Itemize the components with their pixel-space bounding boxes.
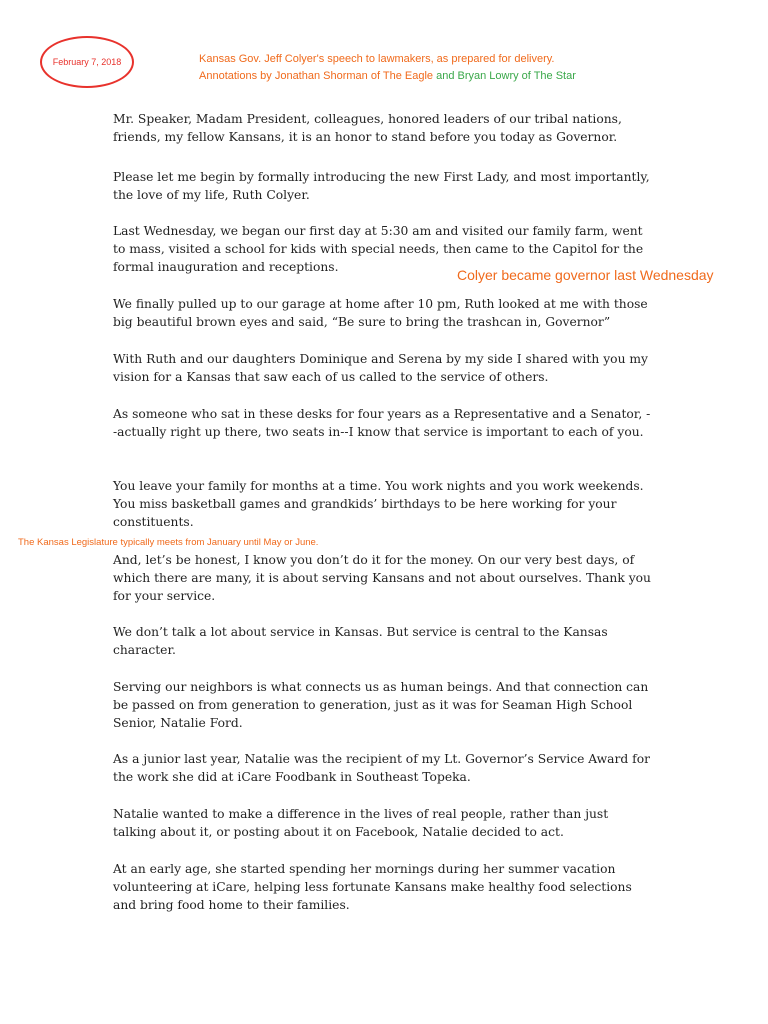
speech-paragraph: At an early age, she started spending her mornings during her summer vacation volunteering at iCare, helping less fortunate Kansans make healthy food selections and bring food home to their families. [113, 862, 632, 912]
annotation-governor-date: Colyer became governor last Wednesday [457, 267, 714, 283]
speech-paragraph: Last Wednesday, we began our first day at 5:30 am and visited our family farm, went to mass, visited a school for kids with special needs, then came to the Capitol for the formal inauguration and receptions. [113, 224, 644, 274]
credit-star: and Bryan Lowry of The Star [436, 70, 576, 82]
speech-paragraph: We finally pulled up to our garage at home after 10 pm, Ruth looked at me with those big beautiful brown eyes and said, “Be sure to bring the trashcan in, Governor” [113, 297, 648, 329]
header-title: Kansas Gov. Jeff Colyer's speech to lawmakers, as prepared for delivery. [199, 53, 555, 65]
speech-paragraph: Serving our neighbors is what connects us as human beings. And that connection can be passed on from generation to generation, just as it was for Seaman High School Senior, Natalie Ford. [113, 680, 649, 730]
speech-paragraph: As someone who sat in these desks for four years as a Representative and a Senator, --actually right up there, two seats in--I know that service is important to each of you. [113, 407, 651, 439]
speech-paragraph: We don’t talk a lot about service in Kansas. But service is central to the Kansas character. [113, 625, 608, 657]
speech-paragraph: Please let me begin by formally introducing the new First Lady, and most importantly, the love of my life, Ruth Colyer. [113, 170, 650, 202]
speech-paragraph: With Ruth and our daughters Dominique and Serena by my side I shared with you my vision for a Kansas that saw each of us called to the service of others. [113, 352, 649, 384]
speech-paragraph: Natalie wanted to make a difference in the lives of real people, rather than just talking about it, or posting about it on Facebook, Natalie decided to act. [113, 807, 609, 839]
speech-paragraph: And, let’s be honest, I know you don’t do it for the money. On our very best days, of which there are many, it is about serving Kansans and not about ourselves. Thank you for your service. [113, 553, 651, 603]
speech-paragraph: You leave your family for months at a time. You work nights and you work weekends. You miss basketball games and grandkids’ birthdays to be here working for your constituents. [113, 479, 644, 529]
speech-paragraph: As a junior last year, Natalie was the recipient of my Lt. Governor’s Service Award for the work she did at iCare Foodbank in Southeast Topeka. [113, 752, 650, 784]
date-label: February 7, 2018 [52, 57, 122, 67]
annotation-legislature-session: The Kansas Legislature typically meets from January until May or June. [18, 537, 319, 548]
speech-paragraph: Mr. Speaker, Madam President, colleagues, honored leaders of our tribal nations, friends, my fellow Kansans, it is an honor to stand before you today as Governor. [113, 112, 622, 144]
date-circle [40, 36, 134, 88]
header-credits [199, 69, 576, 83]
credit-eagle: Annotations by Jonathan Shorman of The Eagle [199, 70, 434, 82]
